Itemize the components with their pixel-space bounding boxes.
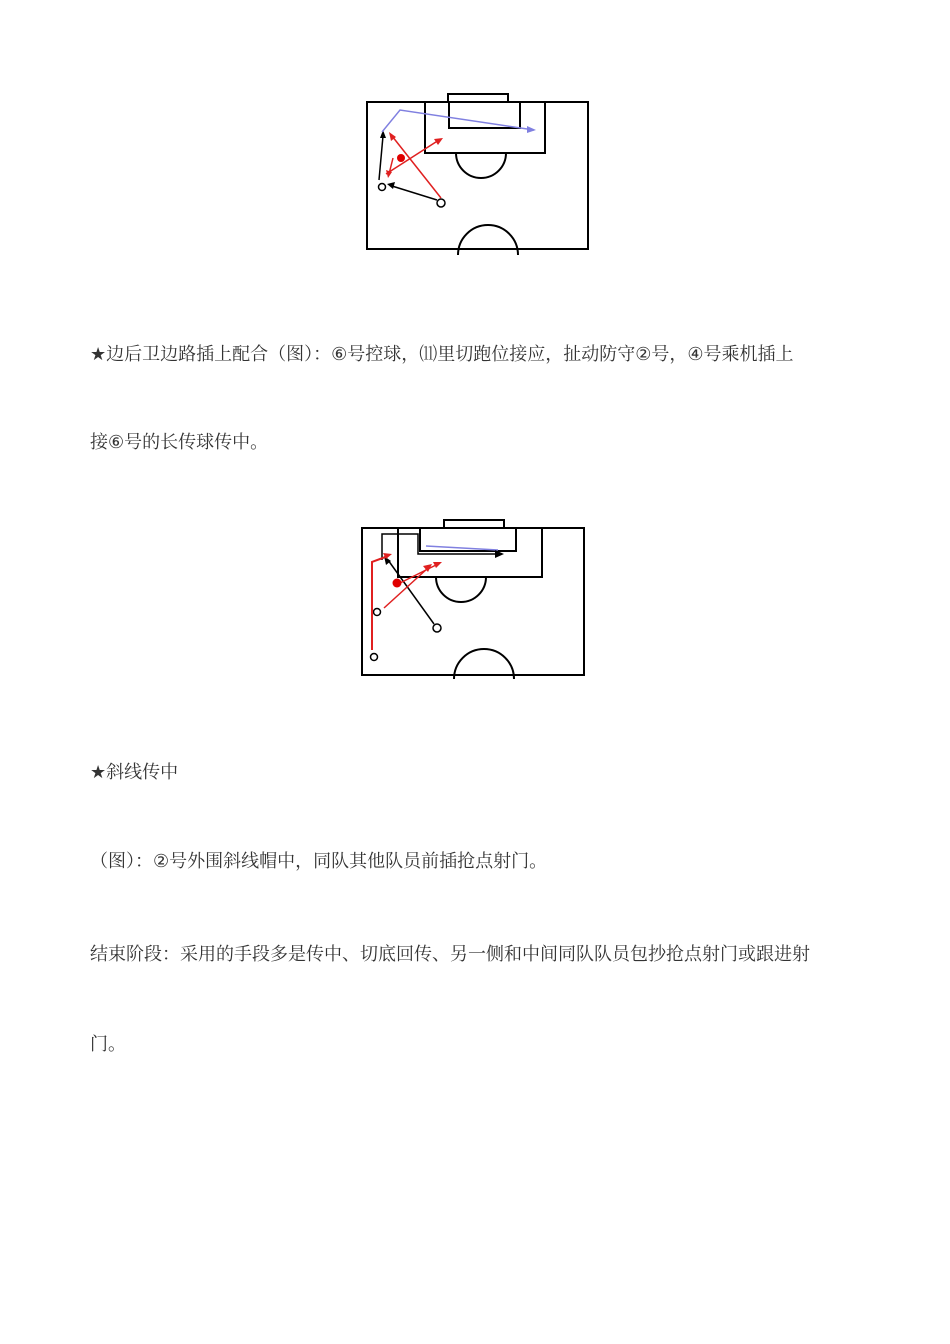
- player-marker: [437, 199, 445, 207]
- goal-area: [449, 102, 520, 128]
- center-circle-arc: [458, 225, 518, 255]
- paragraph-wing-back-overlap-cont: 接⑥号的长传球传中。: [90, 432, 269, 453]
- player-marker: [374, 609, 381, 616]
- player-marker: [433, 624, 441, 632]
- run-arrow-red: [398, 564, 438, 584]
- goal: [444, 520, 504, 528]
- field-half-pitch: [358, 516, 590, 684]
- run-arrow-red: [386, 140, 439, 174]
- pass-arrow-black: [392, 186, 437, 200]
- paragraph-wing-back-overlap: ★边后卫边路插上配合（图）：⑥号控球，⑾里切跑位接应，扯动防守②号，④号乘机插上: [90, 344, 794, 365]
- paragraph-diagonal-cross: （图）：②号外围斜线帽中，同队其他队员前插抢点射门。: [90, 851, 548, 872]
- paragraph-diagonal-cross-title: ★斜线传中: [90, 762, 179, 783]
- tactic-diagram-diagonal-cross: [358, 516, 590, 684]
- run-arrow-red: [384, 568, 428, 608]
- goal-area: [420, 528, 516, 551]
- ball-path-blue: [426, 546, 498, 550]
- penalty-arc: [436, 577, 486, 602]
- paragraph-finishing-stage: 结束阶段：采用的手段多是传中、切底回传、另一侧和中间同队队员包抄抢点射门或跟进射: [90, 944, 810, 965]
- ball: [397, 154, 405, 162]
- ball: [393, 579, 402, 588]
- player-marker: [371, 654, 378, 661]
- goal: [448, 94, 508, 102]
- field-half-pitch: [362, 92, 594, 260]
- run-arrow-black: [379, 136, 383, 180]
- arrowhead: [527, 126, 536, 133]
- player-marker: [379, 184, 386, 191]
- run-arrow-red: [372, 556, 388, 650]
- penalty-arc: [456, 153, 506, 178]
- tactic-diagram-wing-back-overlap: [362, 92, 594, 260]
- paragraph-finishing-stage-cont: 门。: [90, 1034, 126, 1055]
- arrowhead: [387, 182, 395, 189]
